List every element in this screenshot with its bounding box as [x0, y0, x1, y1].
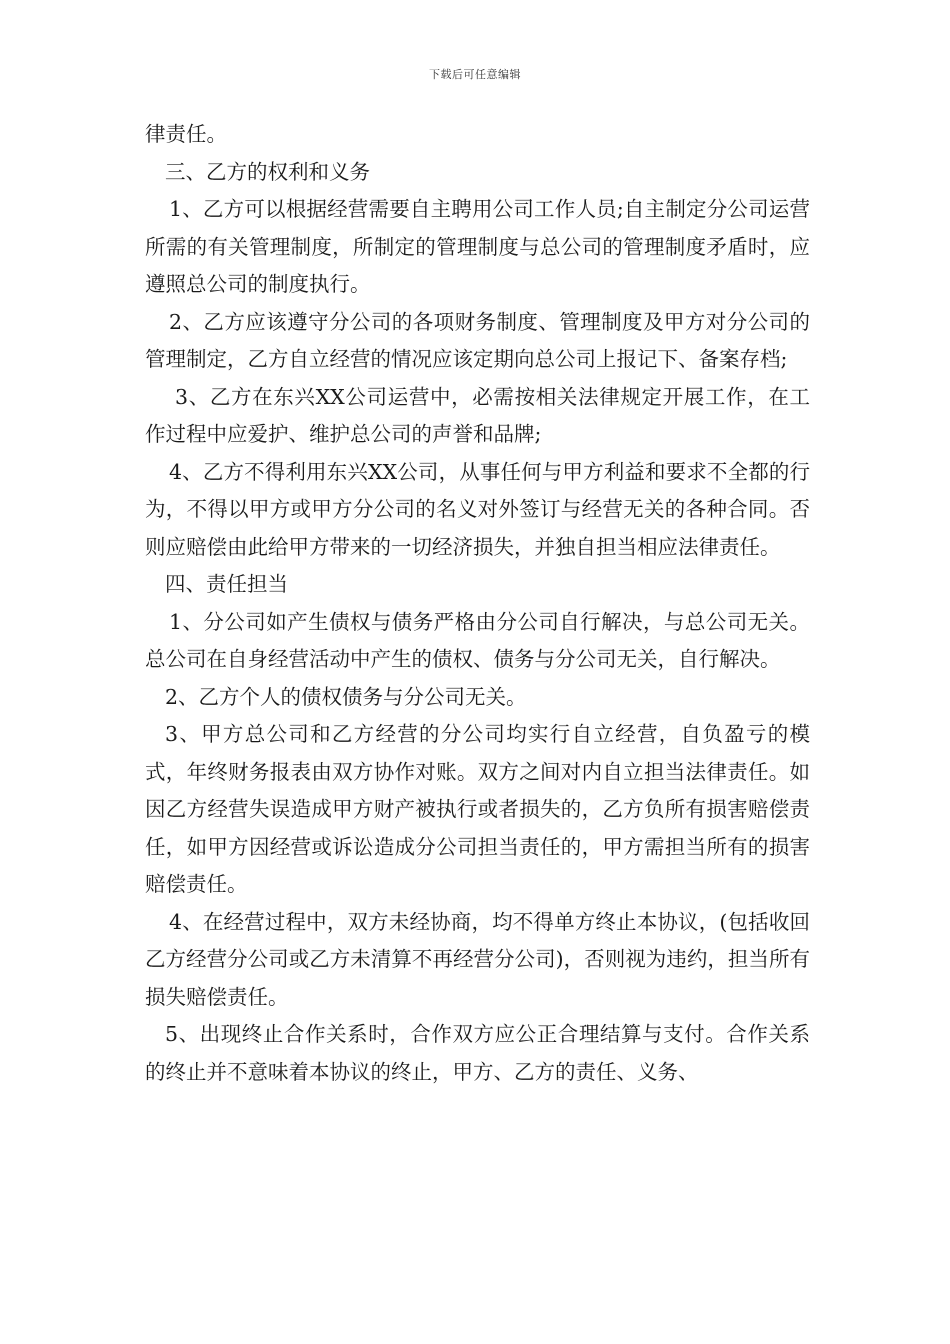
- document-body: [145, 116, 810, 1091]
- section-heading-rights-obligations: 三、乙方的权利和义务: [165, 159, 370, 184]
- paragraph-clause: 3、甲方总公司和乙方经营的分公司均实行自立经营，自负盈亏的模式，年终财务报表由双方协作对账。双方之间对内自立担当法律责任。如因乙方经营失误造成甲方财产被执行或者损失的，乙方负所有损害赔偿责任，如甲方因经营或诉讼造成分公司担当责任的，甲方需担当所有的损害赔偿责任。: [145, 722, 810, 896]
- paragraph-clause: 4、在经营过程中，双方未经协商，均不得单方终止本协议，(包括收回乙方经营分公司或乙方未清算不再经营分公司)，否则视为违约，担当所有损失赔偿责任。: [145, 909, 810, 1009]
- paragraph-clause: 1、分公司如产生债权与债务严格由分公司自行解决，与总公司无关。总公司在自身经营活动中产生的债权、债务与分公司无关，自行解决。: [145, 609, 810, 671]
- paragraph-clause: 1、乙方可以根据经营需要自主聘用公司工作人员;自主制定分公司运营所需的有关管理制度，所制定的管理制度与总公司的管理制度矛盾时，应遵照总公司的制度执行。: [145, 197, 810, 296]
- section-heading-liability: 四、责任担当: [165, 572, 288, 596]
- paragraph-clause: 5、出现终止合作关系时，合作双方应公正合理结算与支付。合作关系的终止并不意味着本协议的终止，甲方、乙方的责任、义务、: [145, 1022, 810, 1084]
- page-header: 下载后可任意编辑: [429, 68, 521, 81]
- paragraph-continuation: 律责任。: [145, 122, 227, 146]
- paragraph-clause: 4、乙方不得利用东兴XX公司，从事任何与甲方利益和要求不全都的行为，不得以甲方或甲方分公司的名义对外签订与经营无关的各种合同。否则应赔偿由此给甲方带来的一切经济损失，并独自担当相应法律责任。: [145, 459, 810, 559]
- paragraph-clause: 2、乙方应该遵守分公司的各项财务制度、管理制度及甲方对分公司的管理制定，乙方自立经营的情况应该定期向总公司上报记下、备案存档;: [145, 309, 810, 371]
- paragraph-clause: 2、乙方个人的债权债务与分公司无关。: [165, 684, 527, 709]
- paragraph-clause: 3、乙方在东兴XX公司运营中，必需按相关法律规定开展工作，在工作过程中应爱护、维护总公司的声誉和品牌;: [145, 384, 810, 446]
